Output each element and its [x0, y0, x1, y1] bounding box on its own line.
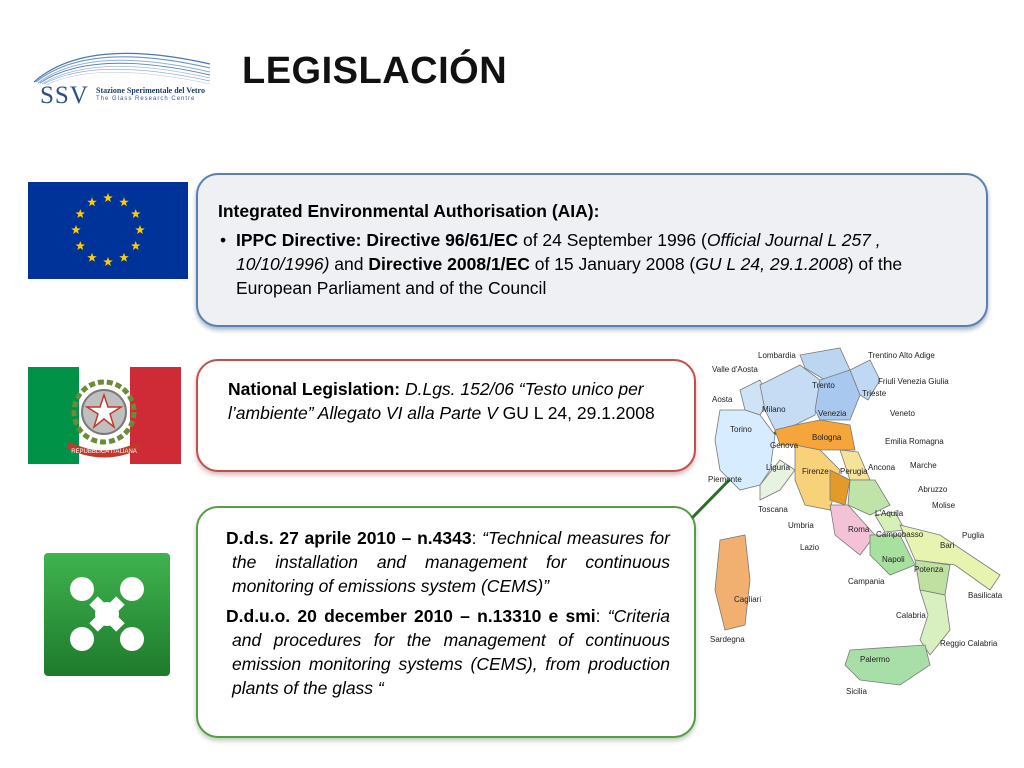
map-label: Bari [940, 541, 955, 550]
map-label: Perugia [840, 467, 868, 476]
map-label: Abruzzo [918, 485, 948, 494]
map-label: Trentino Alto Adige [868, 351, 935, 360]
eu-text-1: of 24 September 1996 ( [518, 230, 707, 250]
regional-decree-2 [226, 604, 670, 700]
decree-1-sep: : [471, 528, 483, 548]
emblem-text: REPUBBLICA ITALIANA [71, 449, 137, 455]
map-label: Sicilia [846, 687, 867, 696]
national-text [228, 377, 674, 425]
eu-journal-ref: Official Journal L 257 , 10/10/1996) [236, 230, 881, 274]
lombardy-flag-icon [44, 553, 170, 676]
map-label: Venezia [818, 409, 847, 418]
map-label: Puglia [962, 531, 985, 540]
decree-2-title: “Criteria and procedures for the management of continuous emission monitoring systems (CEMS), from production plants of the glass “ [232, 606, 670, 698]
decree-1-title: “Technical measures for the installation and management for continuous monitoring of emissions system (CEMS)” [232, 528, 670, 596]
map-label: Genova [770, 441, 799, 450]
map-label: Aosta [712, 395, 733, 404]
map-label: Bologna [812, 433, 842, 442]
map-label: Piemonte [708, 475, 742, 484]
eu-text-2: and [329, 254, 369, 274]
map-label: Friuli Venezia Giulia [878, 377, 949, 386]
national-gu-ref: GU L 24, 29.1.2008 [497, 403, 655, 423]
map-label: Liguria [766, 463, 791, 472]
eu-list [218, 228, 968, 300]
regional-decree-1 [226, 526, 670, 598]
eu-heading: Integrated Environmental Authorisation (AIA): [218, 201, 600, 221]
italy-map [700, 340, 1024, 700]
map-label: Torino [730, 425, 752, 434]
eu-text-3: of 15 January 2008 ( [529, 254, 696, 274]
ssv-logo [26, 38, 216, 110]
map-label: Marche [910, 461, 937, 470]
map-label: Molise [932, 501, 956, 510]
eu-gu-ref: GU L 24, 29.1.2008 [695, 254, 848, 274]
map-label: Basilicata [968, 591, 1003, 600]
eu-flag-icon [28, 182, 188, 279]
map-label: Veneto [890, 409, 915, 418]
logo-tagline: The Glass Research Centre [96, 96, 196, 102]
map-label: Ancona [868, 463, 896, 472]
map-label: Milano [762, 405, 786, 414]
logo-mark: SSV [40, 82, 89, 109]
map-label: Valle d'Aosta [712, 365, 758, 374]
ippc-directive: IPPC Directive: Directive 96/61/EC [236, 230, 519, 250]
map-label: Umbria [788, 521, 814, 530]
decree-1-id: D.d.s. 27 aprile 2010 – n.4343 [226, 528, 472, 548]
map-label: Napoli [882, 555, 905, 564]
map-region-sardegna [715, 535, 750, 630]
national-label: National Legislation: [228, 379, 401, 399]
map-label: Firenze [802, 467, 829, 476]
map-region-sicilia [845, 645, 930, 685]
map-label: Cagliari [734, 595, 762, 604]
map-label: Sardegna [710, 635, 745, 644]
decree-2-id: D.d.u.o. 20 december 2010 – n.13310 e smi [226, 606, 596, 626]
map-label: Emilia Romagna [885, 437, 944, 446]
national-decree: D.Lgs. 152/06 “Testo unico per l’ambiente” Allegato VI alla Parte V [228, 379, 644, 423]
logo-name: Stazione Sperimentale del Vetro [96, 86, 205, 95]
map-label: Reggio Calabria [940, 639, 998, 648]
map-label: Roma [848, 525, 870, 534]
map-label: Palermo [860, 655, 890, 664]
map-label: L'Aquila [875, 509, 904, 518]
italian-flag-icon [28, 367, 181, 464]
directive-2008: Directive 2008/1/EC [368, 254, 530, 274]
regional-legislation-box [196, 506, 696, 738]
map-region-lombardia [760, 365, 820, 430]
eu-text-4: ) of the European Parliament and of the Council [236, 254, 903, 298]
map-label: Toscana [758, 505, 788, 514]
map-label: Trento [812, 381, 835, 390]
map-label: Lazio [800, 543, 820, 552]
map-label: Trieste [862, 389, 887, 398]
eu-list-item [218, 228, 968, 300]
map-label: Lombardia [758, 351, 796, 360]
map-label: Calabria [896, 611, 926, 620]
map-label: Campania [848, 577, 885, 586]
logo-wave-icon [26, 38, 216, 88]
page-title: LEGISLACIÓN [242, 50, 508, 92]
map-label: Potenza [914, 565, 944, 574]
decree-2-sep: : [595, 606, 608, 626]
eu-legislation-box [196, 173, 988, 327]
map-label: Campobasso [876, 530, 924, 539]
national-legislation-box [196, 359, 696, 472]
